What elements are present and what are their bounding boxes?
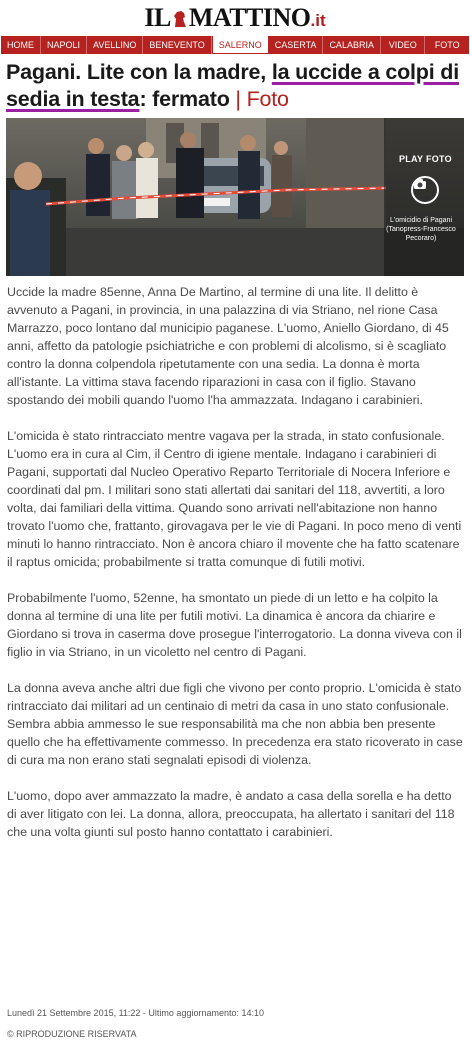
headline-highlight: la uccide a colpi di sedia in testa	[6, 60, 459, 111]
nav-napoli[interactable]: NAPOLI	[41, 36, 87, 54]
copyright-notice: © RIPRODUZIONE RISERVATA	[7, 1029, 137, 1039]
article-paragraph: Uccide la madre 85enne, Anna De Martino, al termine di una lite. Il delitto è avvenuto a Pagani, in provincia, in una palazzina di via Striano, nel rione Casa Marrazzo, poco lontano dal municipio paganese. L'uomo, Aniello Giordano, di 45 anni, affetto da patologie psichiatriche e con problemi di alcolismo, si è scagliato contro la donna colpendola ripetutamente con una sedia. La donna è morta all'istante. La vittima stava facendo riparazioni in casa con il figlio. Stavano spostando dei mobili quando l'uomo l'ha ammazzata. Indagano i carabinieri.	[7, 285, 449, 407]
headline-part1: Pagani. Lite con la madre,	[6, 60, 272, 84]
article-paragraph: L'uomo, dopo aver ammazzato la madre, è andato a casa della sorella e ha detto di aver litigato con lei. La donna, allora, preoccupata, ha allertato i sanitari del 118 che una volta giunti sul posto hanno contattato i carabinieri.	[7, 789, 455, 839]
article-photo[interactable]	[6, 118, 464, 276]
article-paragraph: Probabilmente l'uomo, 52enne, ha smontato un piede di un letto e ha colpito la donna al termine di una lite per futili motivi. La dinamica è ancora da chiarire e Giordano si trova in caserma dove prosegue l'interrogatorio. La donna viveva con il figlio in via Striano, in un vicoletto nel centro di Pagani.	[7, 591, 462, 659]
nav-benevento[interactable]: BENEVENTO	[143, 36, 211, 54]
logo-mattino: MATTINO	[188, 3, 311, 32]
camera-icon[interactable]	[411, 176, 439, 204]
headline-foto-link[interactable]: Foto	[240, 87, 289, 111]
site-logo[interactable]	[144, 3, 325, 33]
logo-il: IL	[144, 3, 171, 32]
main-nav	[1, 36, 469, 54]
headline-part3: : fermato	[139, 87, 236, 111]
nav-foto[interactable]: FOTO	[434, 40, 460, 50]
photo-caption: L'omicidio di Pagani (Tanopress-Francesco Pecoraro)	[386, 217, 456, 242]
nav-avellino[interactable]: AVELLINO	[87, 36, 143, 54]
headline-separator: |	[235, 87, 241, 111]
horse-emblem-icon	[172, 10, 188, 28]
play-photo-label[interactable]: PLAY FOTO	[398, 154, 452, 164]
article-paragraph: L'omicida è stato rintracciato mentre vagava per la strada, in stato confusionale. L'uomo era in cura al Cim, il Centro di igiene mentale. Indagano i carabinieri di Pagani, supportati dal Nucleo Operativo Reparto Territoriale di Nocera Inferiore e coordinati dal pm. I militari sono stati allertati dai sanitari del 118, avvertiti, a loro volta, dai familiari della vittima. Quando sono arrivati nell'abitazione non hanno trovato l'uomo che, frattanto, girovagava per le vie di Pagani. In poco meno di venti minuti lo hanno rintracciato. Non è ancora chiaro il movente che ha fatto scatenare il raptus omicida; probabilmente si tratta comunque di futili motivi.	[7, 429, 462, 569]
nav-home[interactable]: HOME	[1, 36, 41, 54]
article-paragraph: La donna aveva anche altri due figli che vivono per conto proprio. L'omicida è stato rintracciato dai militari ad un centinaio di metri da casa in uno stato confusionale. Sembra abbia ammesso le sue responsabilità ma che non abbia ben presente quello che ha effettivamente commesso. In precedenza era stato ricoverato in case di cura ma non erano stati segnalati episodi di violenza.	[7, 681, 463, 767]
site-header	[0, 0, 470, 36]
article-headline	[0, 54, 470, 113]
nav-video[interactable]: VIDEO	[381, 36, 426, 54]
logo-tld: .it	[310, 11, 326, 30]
article-body	[0, 276, 470, 841]
article-timestamp: Lunedì 21 Settembre 2015, 11:22 - Ultimo aggiornamento: 14:10	[7, 1008, 265, 1018]
nav-caserta[interactable]: CASERTA	[269, 36, 324, 54]
nav-salerno[interactable]: SALERNO	[212, 36, 269, 54]
nav-calabria[interactable]: CALABRIA	[323, 36, 381, 54]
